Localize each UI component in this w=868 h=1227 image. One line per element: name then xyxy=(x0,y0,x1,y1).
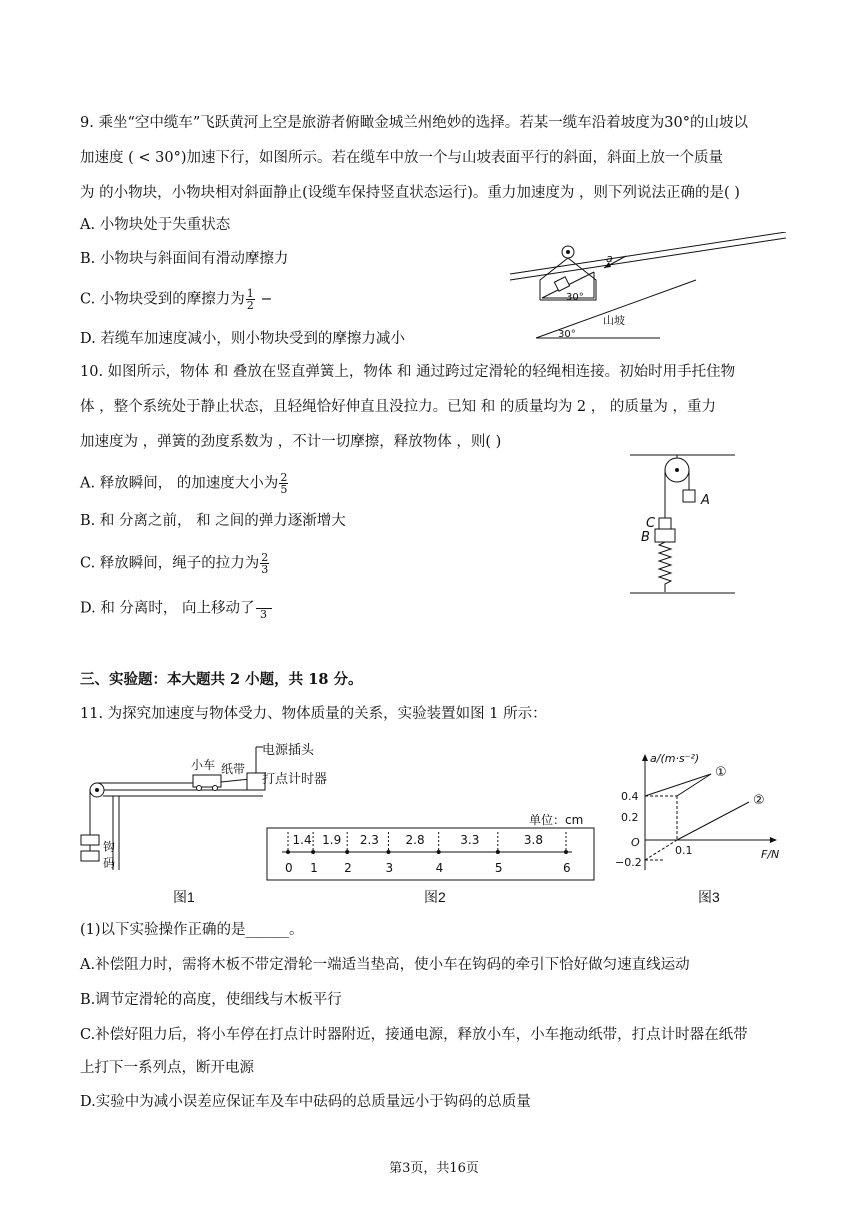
q10-stem-line-1: 10. 如图所示，物体 和 叠放在竖直弹簧上，物体 和 通过跨过定滑轮的轻绳相连接。初始时用手托住物 xyxy=(80,364,736,380)
series-line-2 xyxy=(677,802,749,840)
q9-option-c-text: C. 小物块受到的摩擦力为 xyxy=(80,291,245,308)
q11-option-c-line-1: C.补偿好阻力后，将小车停在打点计时器附近，接通电源，释放小车，小车拖动纸带，打点计时器在纸带 xyxy=(80,1027,748,1043)
q9-option-c-tail: − xyxy=(255,291,273,308)
label-block-c: C xyxy=(646,516,656,531)
q11-figure-1-apparatus xyxy=(75,735,275,885)
q10-option-c xyxy=(80,552,270,575)
q10-option-d-text: D. 和 分离时， 向上移动了 xyxy=(80,600,255,617)
fraction-numerator: 1 xyxy=(246,287,254,300)
q10-option-a-fraction xyxy=(279,472,288,495)
label-acceleration: a xyxy=(606,252,613,265)
q11-option-d: D.实验中为减小误差应保证车及车中砝码的总质量远小于钩码的总质量 xyxy=(80,1094,531,1110)
weight-2 xyxy=(81,851,99,861)
tape-spacing-label: 3.8 xyxy=(523,833,544,847)
q11-figure-2-tape xyxy=(262,810,602,885)
label-x-axis: F/N xyxy=(761,848,780,861)
cart-body xyxy=(193,775,221,787)
label-tape: 纸带 xyxy=(221,762,246,776)
fraction-numerator: 2 xyxy=(280,471,288,484)
q11-option-b: B.调节定滑轮的高度，使细线与木板平行 xyxy=(80,992,342,1008)
q9-stem-line-1: 9. 乘坐“空中缆车”飞跃黄河上空是旅游者俯瞰金城兰州绝妙的选择。若某一缆车沿着坡度为30°的山坡以 xyxy=(80,115,748,131)
q10-option-d-fraction xyxy=(256,597,272,620)
tape-point-label: 3 xyxy=(385,861,394,875)
section-3-heading: 三、实验题：本大题共 2 小题，共 18 分。 xyxy=(80,671,363,688)
tape-point-label: 2 xyxy=(344,861,352,875)
q9-stem-line-2: 加速度 ( < 30°)加速下行，如图所示。若在缆车中放一个与山坡表面平行的斜面，斜面上放一个质量 xyxy=(80,150,723,166)
q11-intro: 11. 为探究加速度与物体受力、物体质量的关系，实验装置如图 1 所示： xyxy=(80,706,547,722)
tape-spacing-label: 2.8 xyxy=(405,833,425,847)
q9-option-c-fraction xyxy=(246,288,255,311)
figure-1-caption: 图1 xyxy=(173,889,195,905)
label-power-plug: 电源插头 xyxy=(262,742,315,757)
q10-option-c-text: C. 释放瞬间，绳子的拉力为 xyxy=(80,555,260,572)
y-axis-arrow xyxy=(642,754,648,761)
small-block xyxy=(554,277,569,291)
tape-dot-2 xyxy=(345,850,349,854)
q11-option-c-line-2: 上打下一系列点，断开电源 xyxy=(80,1060,254,1076)
label-line-1: ① xyxy=(715,765,727,780)
q10-pulley-spring-figure xyxy=(625,448,740,598)
pulley-axle xyxy=(95,788,99,792)
tape-spacing-label: 1.9 xyxy=(322,833,342,847)
q9-option-b: B. 小物块与斜面间有滑动摩擦力 xyxy=(80,251,289,267)
figure-2-caption: 图2 xyxy=(424,889,446,905)
y-tick-neg-0.2: −0.2 xyxy=(615,856,642,869)
y-tick-0.2: 0.2 xyxy=(621,811,639,824)
q9-stem-line-3: 为 的小物块，小物块相对斜面静止(设缆车保持竖直状态运行)。重力加速度为 ，则下列说法正确的是( ) xyxy=(80,185,740,201)
block-b xyxy=(655,529,675,542)
fraction-denominator: 2 xyxy=(246,299,254,312)
paper-tape xyxy=(221,779,250,782)
fraction-denominator: 3 xyxy=(260,608,268,621)
q10-option-c-fraction xyxy=(260,552,269,575)
label-block-b: B xyxy=(641,530,650,545)
label-inner-angle: 30° xyxy=(566,292,584,303)
series-line-2-dashed xyxy=(645,840,677,860)
label-block-a: A xyxy=(701,493,710,508)
x-axis-arrow xyxy=(770,837,777,843)
q10-stem-line-2: 体 ，整个系统处于静止状态，且轻绳恰好伸直且没拉力。已知 和 的质量均为 2 ， 的质量为 ，重力 xyxy=(80,399,716,415)
y-tick-origin: O xyxy=(631,836,640,849)
tape-point-label: 6 xyxy=(563,861,571,875)
weight-1 xyxy=(81,835,99,845)
tape-spacing-label: 3.3 xyxy=(460,833,480,847)
label-timer: 打点计时器 xyxy=(262,771,328,786)
label-y-axis: a/(m·s⁻²) xyxy=(650,752,700,765)
pulley-axle xyxy=(566,250,570,254)
page-footer: 第3页，共16页 xyxy=(389,1161,479,1176)
tape-dot-1 xyxy=(311,850,315,854)
label-line-2: ② xyxy=(753,793,765,808)
y-tick-0.4: 0.4 xyxy=(621,790,639,803)
label-car: 小车 xyxy=(191,758,216,772)
series-line-1-ext xyxy=(677,774,711,796)
figure-3-caption: 图3 xyxy=(698,889,720,905)
q10-option-a xyxy=(80,472,289,495)
q10-option-d xyxy=(80,597,273,620)
q11-sub-question-1: (1)以下实验操作正确的是______。 xyxy=(80,922,304,938)
q10-stem-line-3: 加速度为 ，弹簧的劲度系数为 ，不计一切摩擦，释放物体 ，则( ) xyxy=(80,434,502,450)
block-c xyxy=(659,518,671,529)
tape-spacing-label: 1.4 xyxy=(292,833,312,847)
spring xyxy=(659,542,671,592)
label-ground-angle: 30° xyxy=(558,329,576,340)
q10-option-a-text: A. 释放瞬间， 的加速度大小为 xyxy=(80,475,279,492)
fraction-denominator: 5 xyxy=(280,483,288,496)
tape-dot-5 xyxy=(496,850,500,854)
series-line-1 xyxy=(645,774,711,796)
label-slope: 山坡 xyxy=(603,314,625,327)
q9-cable-car-figure xyxy=(500,232,800,347)
tape-dot-6 xyxy=(564,850,568,854)
cart-wheel-left xyxy=(197,786,202,791)
fraction-numerator: 2 xyxy=(261,551,269,564)
tape-spacing-label: 2.3 xyxy=(359,833,379,847)
q10-option-b: B. 和 分离之前， 和 之间的弹力逐渐增大 xyxy=(80,513,346,529)
cable-upper xyxy=(510,232,786,274)
x-tick-0.1: 0.1 xyxy=(675,844,693,857)
q11-figure-3-graph xyxy=(605,748,795,880)
tape-point-label: 0 xyxy=(285,861,293,875)
pulley-axle xyxy=(675,468,679,472)
label-weight-2: 码 xyxy=(103,856,116,870)
cart-wheel-right xyxy=(213,786,218,791)
q9-option-c xyxy=(80,288,273,311)
q9-option-a: A. 小物块处于失重状态 xyxy=(80,217,231,233)
label-unit: 单位：cm xyxy=(529,813,584,827)
tape-dot-0 xyxy=(286,850,290,854)
tape-point-label: 5 xyxy=(494,861,503,875)
fraction-denominator: 3 xyxy=(261,563,269,576)
block-a xyxy=(683,490,695,502)
tape-point-label: 4 xyxy=(435,861,444,875)
q9-option-d: D. 若缆车加速度减小，则小物块受到的摩擦力减小 xyxy=(80,331,405,347)
label-weight-1: 钩 xyxy=(103,840,116,854)
q11-option-a: A.补偿阻力时，需将木板不带定滑轮一端适当垫高，使小车在钩码的牵引下恰好做匀速直线运动 xyxy=(80,957,690,973)
tape-dot-4 xyxy=(437,850,441,854)
cable-lower xyxy=(510,238,786,280)
tape-point-label: 1 xyxy=(310,861,318,875)
tape-dot-3 xyxy=(386,850,390,854)
